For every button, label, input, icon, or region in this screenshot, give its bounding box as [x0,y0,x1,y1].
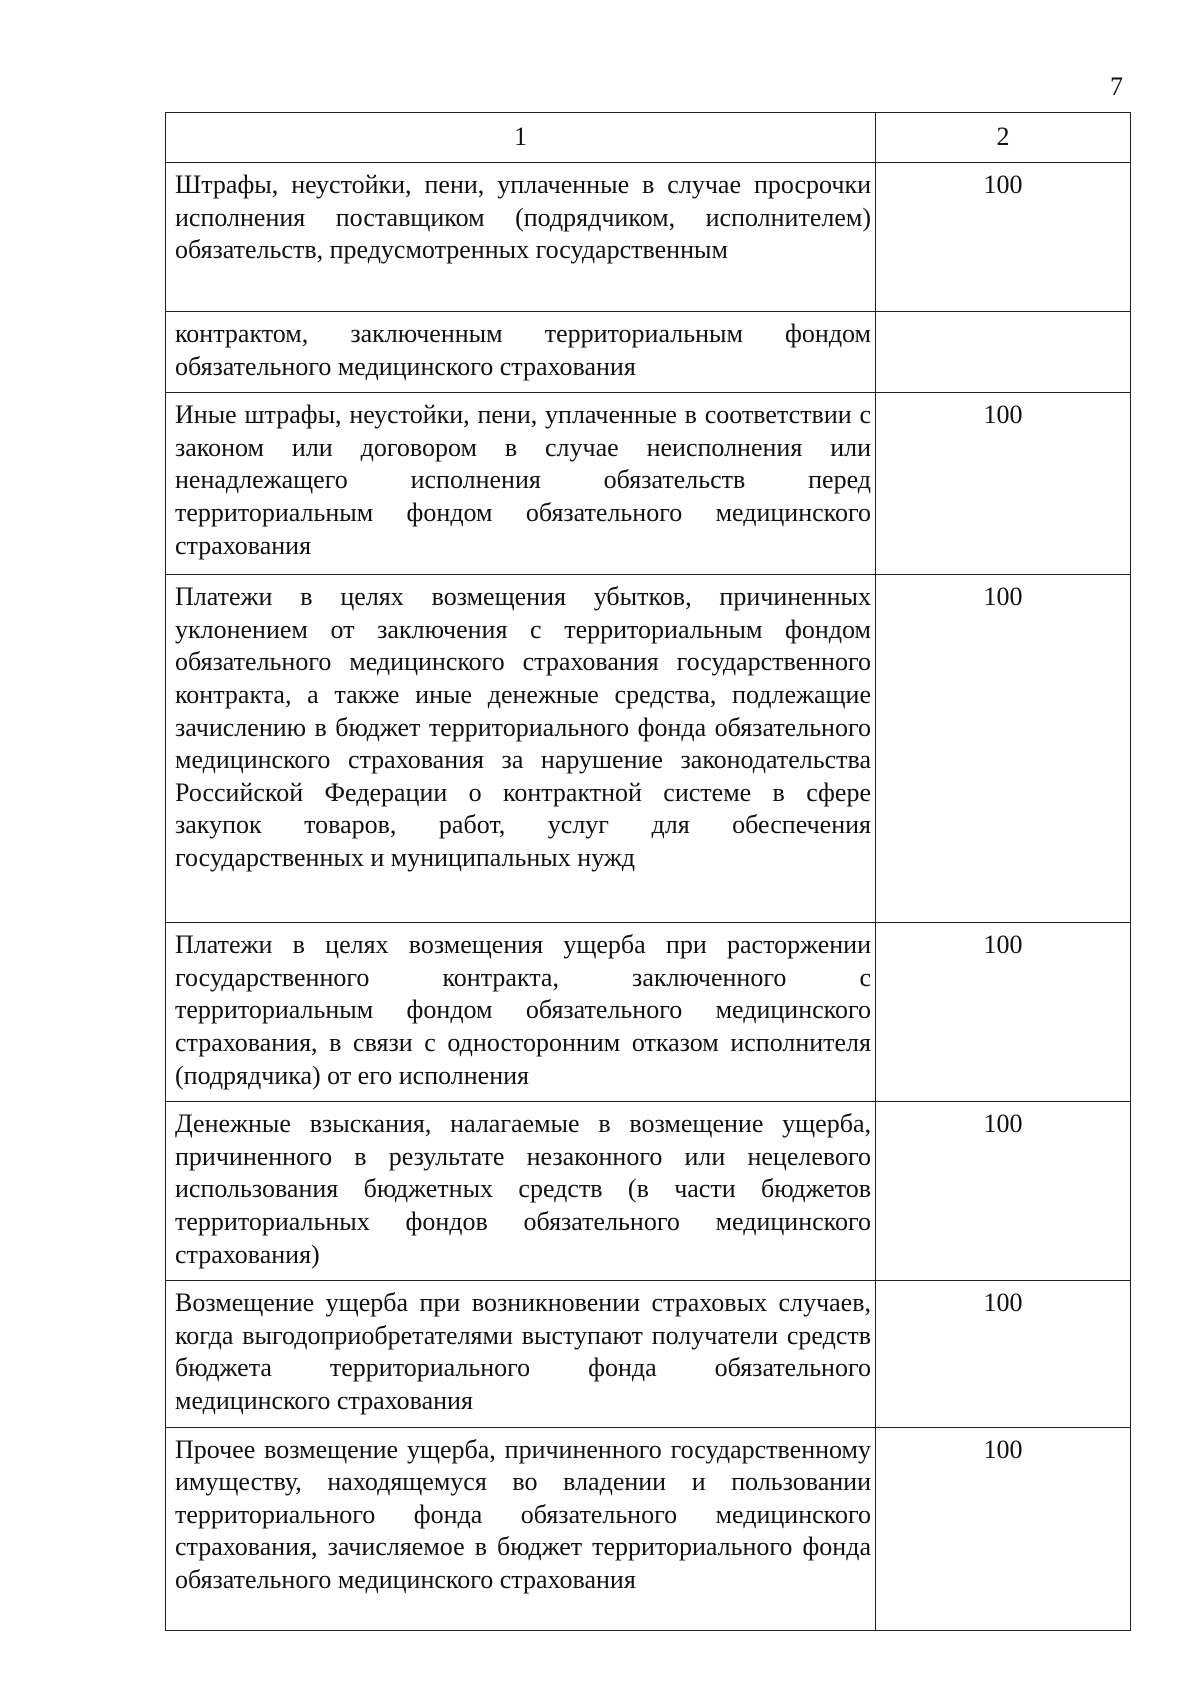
row-value: 100 [876,1427,1131,1630]
row-value [876,312,1131,393]
table-row [166,1281,1131,1427]
row-description: Платежи в целях возмещения убытков, причиненных уклонением от заключения с территориальным фондом обязательного медицинского страхования государственного контракта, а также иные денежные средства, подлежащие зачислению в бюджет территориального фонда обязательного медицинского страхования за нарушение законодательства Российской Федерации о контрактной системе в сфере закупок товаров, работ, услуг для обеспечения государственных и муниципальных нужд [166,575,876,923]
row-value: 100 [876,923,1131,1102]
row-description: Платежи в целях возмещения ущерба при расторжении государственного контракта, заключенного с территориальным фондом обязательного медицинского страхования, в связи с односторонним отказом исполнителя (подрядчика) от его исполнения [166,923,876,1102]
row-value: 100 [876,1281,1131,1427]
row-description: контрактом, заключенным территориальным фондом обязательного медицинского страхования [166,312,876,393]
table-row [166,1427,1131,1630]
table-row [166,1102,1131,1281]
row-value: 100 [876,1102,1131,1281]
row-description: Денежные взыскания, налагаемые в возмещение ущерба, причиненного в результате незаконного или нецелевого использования бюджетных средств (в части бюджетов территориальных фондов обязательного медицинского страхования) [166,1102,876,1281]
row-value: 100 [876,393,1131,575]
table-row [166,575,1131,923]
table-row [166,163,1131,312]
row-description: Иные штрафы, неустойки, пени, уплаченные в соответствии с законом или договором в случае неисполнения или ненадлежащего исполнения обязательств перед территориальным фондом обязательного медицинского страхования [166,393,876,575]
page-number: 7 [1110,72,1123,101]
table-header-row [166,113,1131,163]
table-row [166,393,1131,575]
row-description: Штрафы, неустойки, пени, уплаченные в случае просрочки исполнения поставщиком (подрядчиком, исполнителем) обязательств, предусмотренных государственным [166,163,876,312]
column-header-2: 2 [876,113,1131,163]
row-value: 100 [876,575,1131,923]
row-value: 100 [876,163,1131,312]
table-row [166,923,1131,1102]
row-description: Прочее возмещение ущерба, причиненного государственному имуществу, находящемуся во владении и пользовании территориального фонда обязательного медицинского страхования, зачисляемое в бюджет территориального фонда обязательного медицинского страхования [166,1427,876,1630]
row-description: Возмещение ущерба при возникновении страховых случаев, когда выгодоприобретателями выступают получатели средств бюджета территориального фонда обязательного медицинского страхования [166,1281,876,1427]
table-row [166,312,1131,393]
column-header-1: 1 [166,113,876,163]
revenue-table [165,112,1131,1631]
